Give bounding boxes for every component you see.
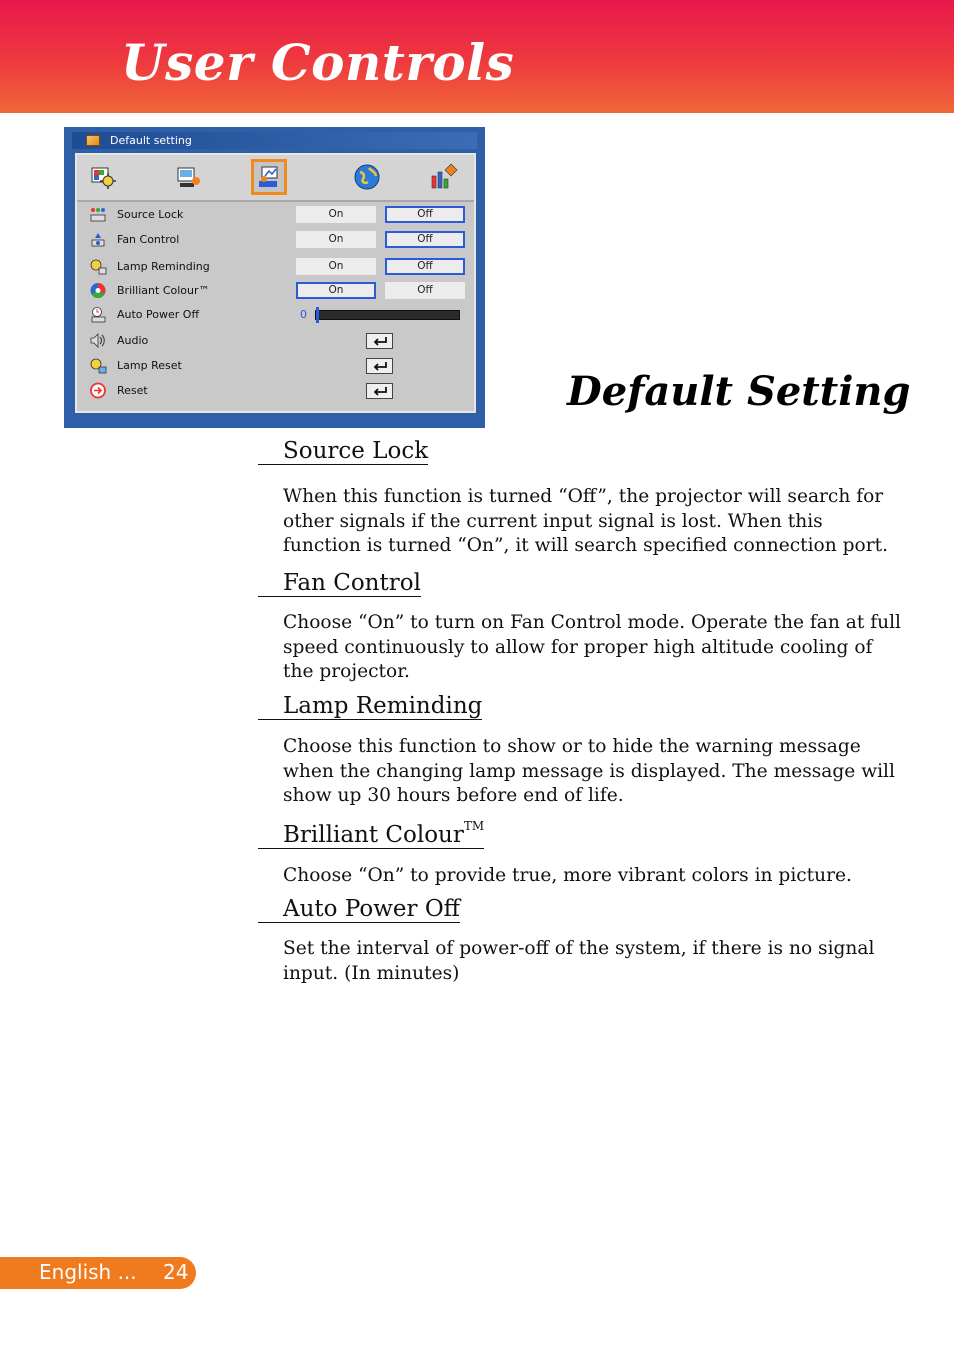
tab-image-settings[interactable] xyxy=(85,159,121,195)
osd-row-lamp-reset[interactable] xyxy=(77,353,474,378)
option-off-selected[interactable]: Off xyxy=(385,231,465,248)
color-wheel-icon xyxy=(89,282,107,299)
item-heading-auto-power-off: Auto Power Off xyxy=(258,896,460,923)
enter-arrow-icon xyxy=(371,361,389,372)
enter-button[interactable] xyxy=(366,358,393,374)
display-settings-icon xyxy=(174,163,202,191)
osd-row-label: Lamp Reminding xyxy=(117,260,210,273)
page-title: User Controls xyxy=(121,33,515,92)
osd-inner-panel xyxy=(75,153,476,413)
option-on[interactable]: On xyxy=(296,258,376,275)
header-banner xyxy=(0,0,954,113)
default-setting-icon xyxy=(256,164,282,190)
item-body-fan-control: Choose “On” to turn on Fan Control mode. Operate the fan at full speed continuously to allow for proper high altitude cooling of the projector. xyxy=(283,612,901,682)
image-settings-icon xyxy=(89,163,117,191)
footer-tab xyxy=(0,1257,196,1289)
osd-row-source-lock[interactable] xyxy=(77,202,474,227)
osd-row-reset[interactable] xyxy=(77,378,474,403)
osd-settings-panel xyxy=(77,202,474,411)
item-heading-source-lock: Source Lock xyxy=(258,438,428,465)
osd-row-label: Fan Control xyxy=(117,233,180,246)
source-lock-icon xyxy=(89,206,107,223)
reset-icon xyxy=(89,382,107,399)
option-on[interactable]: On xyxy=(296,206,376,223)
slider-knob[interactable] xyxy=(316,307,319,323)
osd-row-label: Lamp Reset xyxy=(117,359,182,372)
tab-advanced-settings[interactable] xyxy=(425,159,461,195)
language-globe-icon xyxy=(352,162,382,192)
item-body-lamp-reminding: Choose this function to show or to hide the warning message when the changing lamp message is displayed. The message will show up 30 hours before end of life. xyxy=(283,736,895,806)
item-body-auto-power-off: Set the interval of power-off of the system, if there is no signal input. (In minutes) xyxy=(283,938,875,984)
auto-power-off-icon xyxy=(89,306,107,323)
tab-default-setting[interactable] xyxy=(251,159,287,195)
osd-row-label: Brilliant Colour™ xyxy=(117,284,210,297)
enter-arrow-icon xyxy=(371,386,389,397)
option-on-selected[interactable]: On xyxy=(296,282,376,299)
option-off-selected[interactable]: Off xyxy=(385,206,465,223)
lamp-reset-icon xyxy=(89,357,107,374)
osd-row-brilliant-colour[interactable] xyxy=(77,278,474,303)
trademark-sup: TM xyxy=(463,819,485,833)
auto-power-off-value: 0 xyxy=(300,308,307,321)
enter-button[interactable] xyxy=(366,333,393,349)
osd-row-label: Audio xyxy=(117,334,149,347)
osd-window-title: Default setting xyxy=(110,134,192,147)
section-title: Default Setting xyxy=(567,368,911,415)
enter-button[interactable] xyxy=(366,383,393,399)
footer-language: English ... xyxy=(39,1260,137,1284)
item-heading-fan-control: Fan Control xyxy=(258,570,421,597)
tab-language[interactable] xyxy=(349,159,385,195)
option-off[interactable]: Off xyxy=(385,282,465,299)
osd-row-auto-power-off[interactable] xyxy=(77,302,474,327)
option-on[interactable]: On xyxy=(296,231,376,248)
item-heading-lamp-reminding: Lamp Reminding xyxy=(258,693,482,720)
advanced-settings-icon xyxy=(428,162,458,192)
osd-row-fan-control[interactable] xyxy=(77,227,474,252)
auto-power-off-slider[interactable] xyxy=(315,310,460,320)
osd-tab-bar xyxy=(77,155,474,202)
item-heading-brilliant-colour xyxy=(258,819,485,849)
osd-menu-screenshot xyxy=(64,127,485,428)
option-off-selected[interactable]: Off xyxy=(385,258,465,275)
osd-row-label: Source Lock xyxy=(117,208,184,221)
osd-row-label: Auto Power Off xyxy=(117,308,200,321)
speaker-icon xyxy=(89,332,107,349)
osd-title-bar xyxy=(72,132,477,149)
osd-row-lamp-reminding[interactable] xyxy=(77,254,474,279)
menu-folder-icon xyxy=(86,135,100,146)
tab-display-settings[interactable] xyxy=(170,159,206,195)
fan-control-icon xyxy=(89,231,107,248)
heading-text: Brilliant Colour xyxy=(283,822,464,848)
enter-arrow-icon xyxy=(371,336,389,347)
osd-row-label: Reset xyxy=(117,384,148,397)
page-number: 24 xyxy=(163,1260,189,1284)
osd-row-audio[interactable] xyxy=(77,328,474,353)
item-body-source-lock: When this function is turned “Off”, the projector will search for other signals if the current input signal is lost. When this function is turned “On”, it will search specified connection port. xyxy=(283,486,889,556)
lamp-reminding-icon xyxy=(89,258,107,275)
item-body-brilliant-colour: Choose “On” to provide true, more vibrant colors in picture. xyxy=(283,865,852,886)
